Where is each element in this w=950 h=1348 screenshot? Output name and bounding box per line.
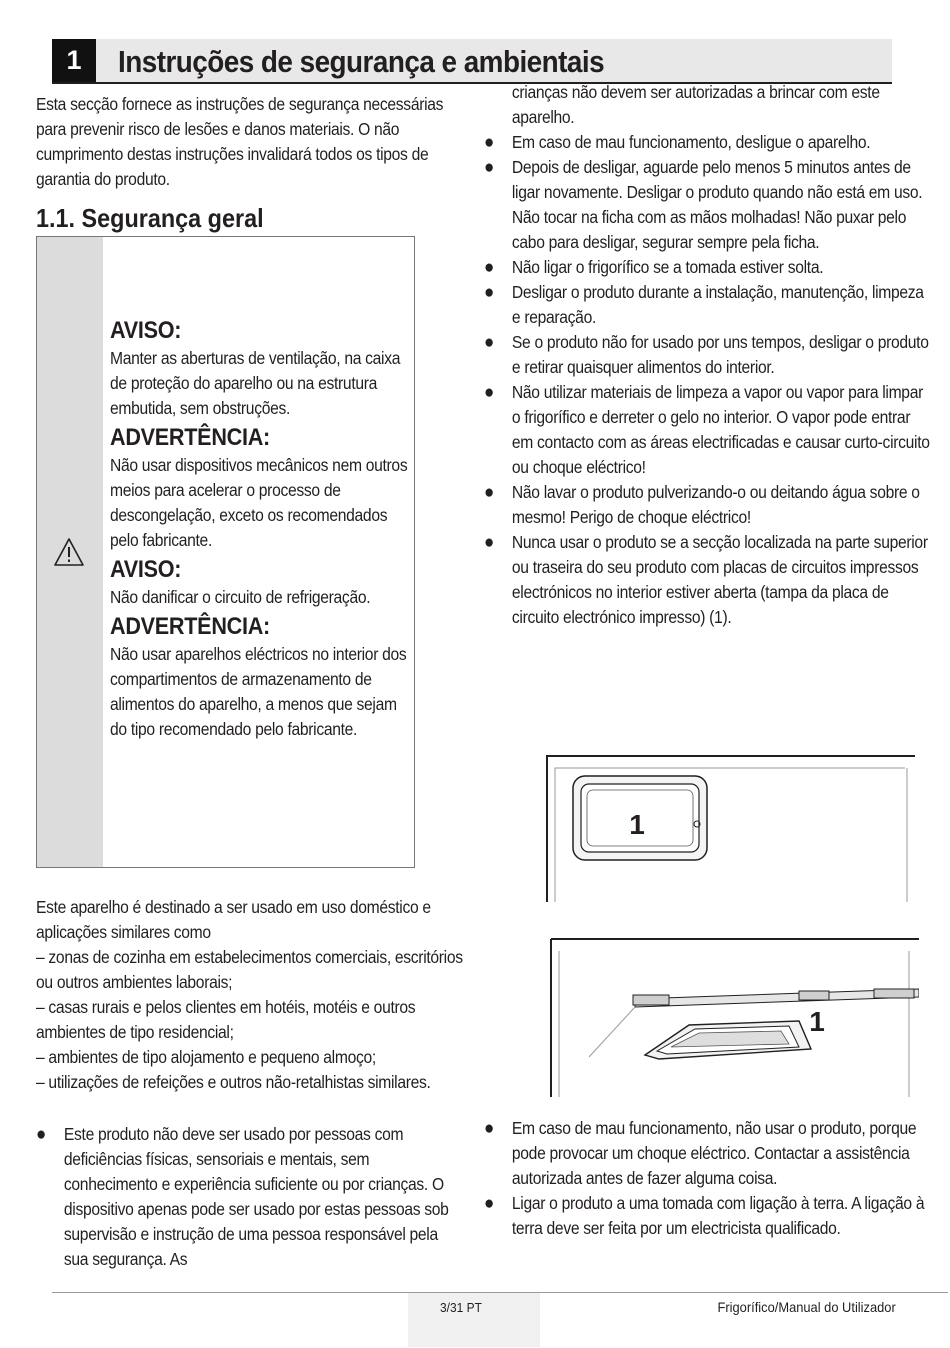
warning-triangle-icon	[53, 537, 85, 567]
bullet-icon: ●	[484, 532, 495, 553]
warning-text: Manter as aberturas de ventilação, na caixa de proteção do aparelho ou na estrutura embutida, sem obstruções.	[110, 348, 401, 418]
list-item	[484, 155, 934, 255]
bullet-icon: ●	[484, 157, 495, 178]
figure-pcb-cover-perspective	[549, 937, 919, 1097]
list-item-text: Não lavar o produto pulverizando-o ou deitando água sobre o mesmo! Perigo de choque eléctrico!	[511, 482, 920, 527]
continuation-text: crianças não devem ser autorizadas a brincar com este aparelho.	[511, 82, 880, 127]
manual-title: Frigorífico/Manual do Utilizador	[717, 1299, 896, 1315]
bullet-icon: ●	[36, 1124, 47, 1145]
list-item	[484, 1116, 934, 1191]
figure-label: 1	[629, 809, 645, 840]
bullet-icon: ●	[484, 1118, 495, 1139]
list-item	[484, 130, 934, 155]
chapter-number: 1	[52, 39, 96, 82]
list-item	[484, 530, 934, 630]
list-item	[484, 255, 934, 280]
figure-pcb-cover-top	[545, 754, 915, 902]
warning-title: ADVERTÊNCIA:	[110, 424, 270, 451]
right-column	[484, 80, 934, 630]
bullet-icon: ●	[484, 1193, 495, 1214]
right-bullet-list	[484, 130, 934, 630]
warning-text: Não usar dispositivos mecânicos nem outros meios para acelerar o processo de descongelação, exceto os recomendados pelo fabricante.	[110, 455, 408, 550]
list-item-text: Nunca usar o produto se a secção localizada na parte superior ou traseira do seu produto com placas de circuitos impressos electrónicos no interior estiver aberta (tampa da placa de circuito electrónico impresso) (1).	[511, 532, 928, 627]
list-item-text: Não ligar o frigorífico se a tomada estiver solta.	[511, 257, 824, 277]
list-item-text: Este produto não deve ser usado por pessoas com deficiências físicas, sensoriais e mentais, sem conhecimento e experiência suficiente ou por crianças. O dispositivo apenas pode ser usado por estas pessoas sob supervisão e instrução de uma pessoa responsável pela sua segurança. As	[63, 1124, 449, 1269]
left-bullet-list	[36, 1122, 459, 1272]
usage-line: – casas rurais e pelos clientes em hotéis, motéis e outros ambientes de tipo residencial;	[36, 997, 416, 1042]
list-item-text: Ligar o produto a uma tomada com ligação à terra. A ligação à terra deve ser feita por um electricista qualificado.	[511, 1193, 925, 1238]
list-item-text: Se o produto não for usado por uns tempos, desligar o produto e retirar quaisquer alimentos do interior.	[511, 332, 929, 377]
list-item-text: Desligar o produto durante a instalação, manutenção, limpeza e reparação.	[511, 282, 924, 327]
warning-title: ADVERTÊNCIA:	[110, 613, 270, 640]
list-item-text: Não utilizar materiais de limpeza a vapor ou vapor para limpar o frigorífico e derreter o gelo no interior. O vapor pode entrar em contacto com as áreas electrificadas e causar curto-circuito ou choque eléctrico!	[511, 382, 930, 477]
warning-text: Não danificar o circuito de refrigeração.	[110, 587, 371, 607]
list-item	[484, 480, 934, 530]
usage-line: – utilizações de refeições e outros não-retalhistas similares.	[36, 1072, 431, 1092]
bullet-icon: ●	[484, 257, 495, 278]
usage-line: – ambientes de tipo alojamento e pequeno almoço;	[36, 1047, 376, 1067]
list-item-text: Depois de desligar, aguarde pelo menos 5 minutos antes de ligar novamente. Desligar o produto quando não está em uso. Não tocar na ficha com as mãos molhadas! Não puxar pelo cabo para desligar, segurar sempre pela ficha.	[511, 157, 923, 252]
list-item	[484, 380, 934, 480]
list-item	[484, 330, 934, 380]
intro-paragraph: Esta secção fornece as instruções de segurança necessárias para prevenir risco de lesões e danos materiais. O não cumprimento destas instruções invalidará todos os tipos de garantia do produto.	[36, 94, 444, 189]
bullet-icon: ●	[484, 282, 495, 303]
list-item	[484, 1191, 934, 1241]
warning-title: AVISO:	[110, 556, 182, 583]
right-bullet-list-2	[484, 1116, 934, 1241]
bullet-icon: ●	[484, 482, 495, 503]
list-item	[36, 1122, 459, 1272]
chapter-title: Instruções de segurança e ambientais	[118, 44, 605, 79]
warning-content	[110, 316, 412, 744]
list-item-text: Em caso de mau funcionamento, não usar o produto, porque pode provocar um choque eléctrico. Contactar a assistência autorizada antes de fazer alguma coisa.	[511, 1118, 917, 1188]
list-item-text: Em caso de mau funcionamento, desligue o aparelho.	[511, 132, 871, 152]
bullet-icon: ●	[484, 132, 495, 153]
page-number: 3/31 PT	[440, 1300, 482, 1315]
section-heading: 1.1. Segurança geral	[36, 203, 264, 233]
bullet-icon: ●	[484, 332, 495, 353]
list-item	[484, 280, 934, 330]
usage-line: – zonas de cozinha em estabelecimentos comerciais, escritórios ou outros ambientes laborais;	[36, 947, 463, 992]
usage-section	[36, 895, 468, 1095]
usage-intro: Este aparelho é destinado a ser usado em uso doméstico e aplicações similares como	[36, 897, 431, 942]
bullet-icon: ●	[484, 382, 495, 403]
warning-title: AVISO:	[110, 317, 182, 344]
figure-label: 1	[809, 1006, 825, 1037]
warning-text: Não usar aparelhos eléctricos no interior dos compartimentos de armazenamento de alimentos do aparelho, a menos que sejam do tipo recomendado pelo fabricante.	[110, 644, 407, 739]
